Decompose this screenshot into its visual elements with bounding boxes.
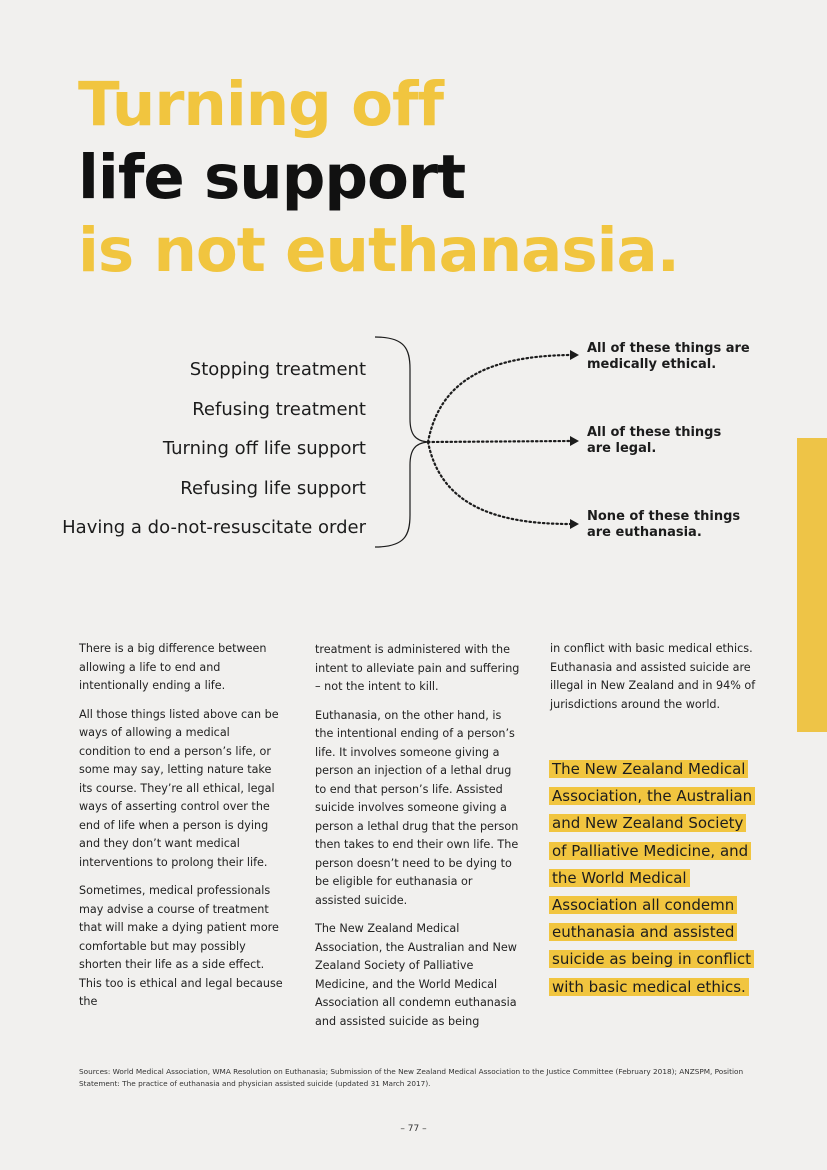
diagram-item: Stopping treatment (189, 359, 366, 380)
paragraph: in conflict with basic medical ethics. Euthanasia and assisted suicide are illegal in New Zealand and in 94% of jurisdictions around the world. (550, 642, 756, 711)
title-line-1: Turning off (78, 69, 444, 140)
paragraph: There is a big difference between allowing a life to end and intentionally ending a life. (79, 642, 267, 692)
paragraph: The New Zealand Medical Association, the Australian and New Zealand Society of Palliative Medicine, and the World Medical Association all condemn euthanasia and assisted suicide as being (315, 922, 517, 1028)
paragraph: Sometimes, medical professionals may advise a course of treatment that will make a dying patient more comfortable but may possibly shorten their life as a side effect. This too is ethical and legal because the (79, 884, 283, 1008)
arrowhead-up (570, 350, 579, 360)
diagram-item-list (62, 350, 366, 548)
diagram-item: Refusing treatment (192, 398, 366, 420)
outcome-ethical: All of these things are medically ethical. (587, 341, 750, 372)
highlighted-quote (549, 756, 759, 1001)
dotted-arrow-down (428, 442, 570, 524)
arrowhead-down (570, 519, 579, 529)
highlighted-quote-text: The New Zealand Medical Association, the Australian and New Zealand Society of Palliative Medicine, and the World Medical Association all condemn euthanasia and assisted suicide as being in conflict with basic medical ethics. (549, 760, 755, 996)
outcome-legal: All of these things are legal. (587, 425, 722, 456)
paragraph: Euthanasia, on the other hand, is the intentional ending of a person’s life. It involves someone giving a person an injection of a lethal drug to end that person’s life. Assisted suicide involves someone giving a person a lethal drug that the person then takes to end their own life. The person doesn’t need to be dying to be eligible for euthanasia or assisted suicide. (315, 708, 519, 907)
diagram-item: Turning off life support (162, 438, 366, 460)
outcome-not-euthanasia: None of these things are euthanasia. (587, 509, 741, 540)
curly-brace-arrows-graphic (370, 334, 585, 554)
paragraph: All those things listed above can be ways of allowing a medical condition to end a person’s life, or some may say, letting nature take its course. They’re all ethical, legal ways of asserting control over the end of life when a person is dying and they don’t want medical interventions to prolong their life. (79, 707, 279, 869)
dotted-arrow-middle (428, 441, 570, 442)
page-title (78, 68, 679, 287)
arrowhead-middle (570, 436, 579, 446)
body-column-3 (550, 640, 760, 724)
body-column-1 (79, 640, 284, 1022)
curly-brace (375, 337, 428, 547)
dotted-arrow-up (428, 355, 570, 442)
title-line-3: is not euthanasia. (78, 215, 679, 286)
paragraph: treatment is administered with the intent to alleviate pain and suffering – not the intent to kill. (315, 643, 520, 693)
yellow-side-tab (797, 438, 827, 732)
diagram-item: Refusing life support (180, 477, 366, 499)
page-number: – 77 – (400, 1124, 427, 1134)
body-column-2 (315, 641, 520, 1041)
title-line-2: life support (78, 142, 466, 213)
sources-footnote: Sources: World Medical Association, WMA Resolution on Euthanasia; Submission of the New Zealand Medical Association to the Justice Committee (February 2018); ANZSPM, Position Statement: The practice of euthanasia and physician assisted suicide (updated 31 March 2017). (79, 1067, 744, 1088)
diagram-item: Having a do-not-resuscitate order (62, 517, 366, 539)
